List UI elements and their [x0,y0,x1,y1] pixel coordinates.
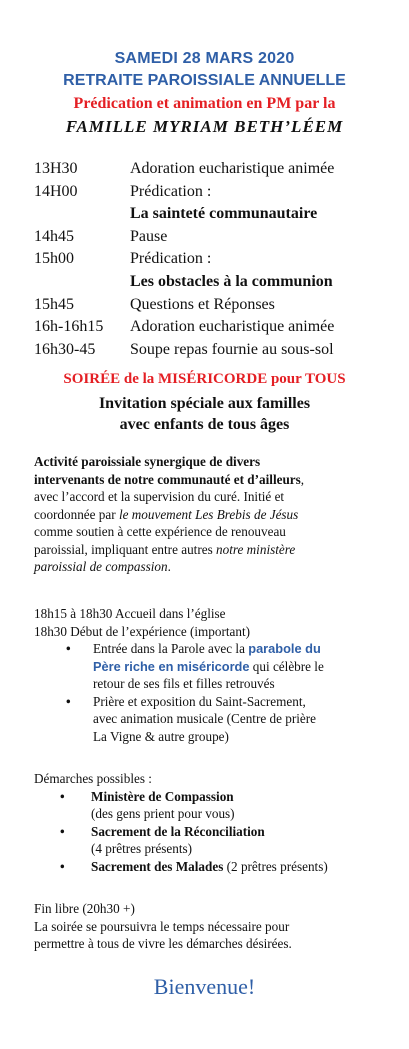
description-line: paroissial, impliquant entre autres notre ministère [34,541,296,557]
bullet-icon: • [60,823,65,839]
description-line: comme soutien à cette expérience de renouveau [34,524,286,539]
list-item: • Ministère de Compassion (des gens prient pour vous) [60,788,235,821]
description-line: coordonnée par le mouvement Les Brebis de Jésus [34,506,299,522]
demarches-heading: Démarches possibles : [34,771,152,786]
demarches [34,770,394,875]
description-line: avec l’accord et la supervision du curé. Initié et [34,489,285,504]
schedule-time: 16h-16h15 [34,318,104,336]
invitation-line: Invitation spéciale aux familles [98,395,311,412]
closing-line: permettre à tous de vivre les démarches désirées. [34,936,292,951]
schedule-time: 14H00 [34,182,78,200]
description-line: Activité paroissiale synergique de divers [34,454,261,469]
bullet-icon: • [60,788,65,804]
schedule-activity: Prédication : [130,250,212,268]
schedule-activity: Prédication : [130,182,212,200]
closing [34,900,394,953]
schedule-activity: Adoration eucharistique animée [130,160,335,177]
preaching-line: Prédication et animation en PM par la [73,95,336,112]
schedule-row [34,248,394,271]
schedule-row [34,294,394,317]
soiree-title: SOIRÉE de la MISÉRICORDE pour TOUS [63,371,346,387]
list-item: • Sacrement de la Réconciliation (4 prêtres présents) [60,823,265,856]
schedule-activity: Soupe repas fournie au sous-sol [130,340,334,358]
schedule-row [34,316,394,339]
bullet-icon: • [60,858,65,874]
schedule-time: 14h45 [34,227,74,245]
description-line: paroissial de compassion. [34,559,171,574]
schedule-row [34,339,394,362]
schedule-row [34,226,394,249]
schedule-time: 16h30-45 [34,340,96,358]
parable-link: Père riche en miséricorde [93,658,250,674]
parable-link: parabole du [248,641,321,656]
schedule-time: 15h00 [34,250,74,268]
demarches-list [34,788,394,876]
event-title: RETRAITE PAROISSIALE ANNUELLE [63,72,346,89]
schedule-time: 15h45 [34,295,74,313]
schedule-topic: Les obstacles à la communion [130,272,333,290]
schedule-row [34,203,394,226]
closing-line: Fin libre (20h30 +) [34,901,135,916]
schedule-row [34,181,394,204]
activity-description [34,453,384,576]
closing-line: La soirée se poursuivra le temps nécessaire pour [34,918,290,934]
schedule-topic: La sainteté communautaire [130,205,318,223]
evening-program [34,605,384,745]
program-bullets [34,640,384,745]
list-item: • Prière et exposition du Saint-Sacrement, avec animation musicale (Centre de prière La Vigne & autre groupe) [66,693,316,744]
family-name: FAMILLE MYRIAM BETH’LÉEM [65,117,344,136]
schedule-time: 13H30 [34,160,78,177]
invitation [0,393,409,435]
schedule-row [34,158,394,181]
invitation-line: avec enfants de tous âges [119,416,290,433]
schedule [34,158,394,361]
schedule-activity: Questions et Réponses [130,295,275,313]
schedule-activity: Pause [130,227,168,245]
program-line: 18h30 Début de l’expérience (important) [34,623,251,639]
list-item: • Entrée dans la Parole avec la parabole du Père riche en miséricorde qui célèbre le retour de ses fils et filles retrouvés [66,641,324,691]
bullet-icon: • [66,641,71,656]
schedule-row [34,271,394,294]
list-item: • Sacrement des Malades (2 prêtres présents) [60,858,328,874]
schedule-activity: Adoration eucharistique animée [130,318,335,336]
program-line: 18h15 à 18h30 Accueil dans l’église [34,606,226,621]
bullet-icon: • [66,693,71,709]
description-line: intervenants de notre communauté et d’ailleurs, [34,471,305,487]
welcome-message: Bienvenue! [153,974,256,999]
event-date: SAMEDI 28 MARS 2020 [114,50,295,67]
